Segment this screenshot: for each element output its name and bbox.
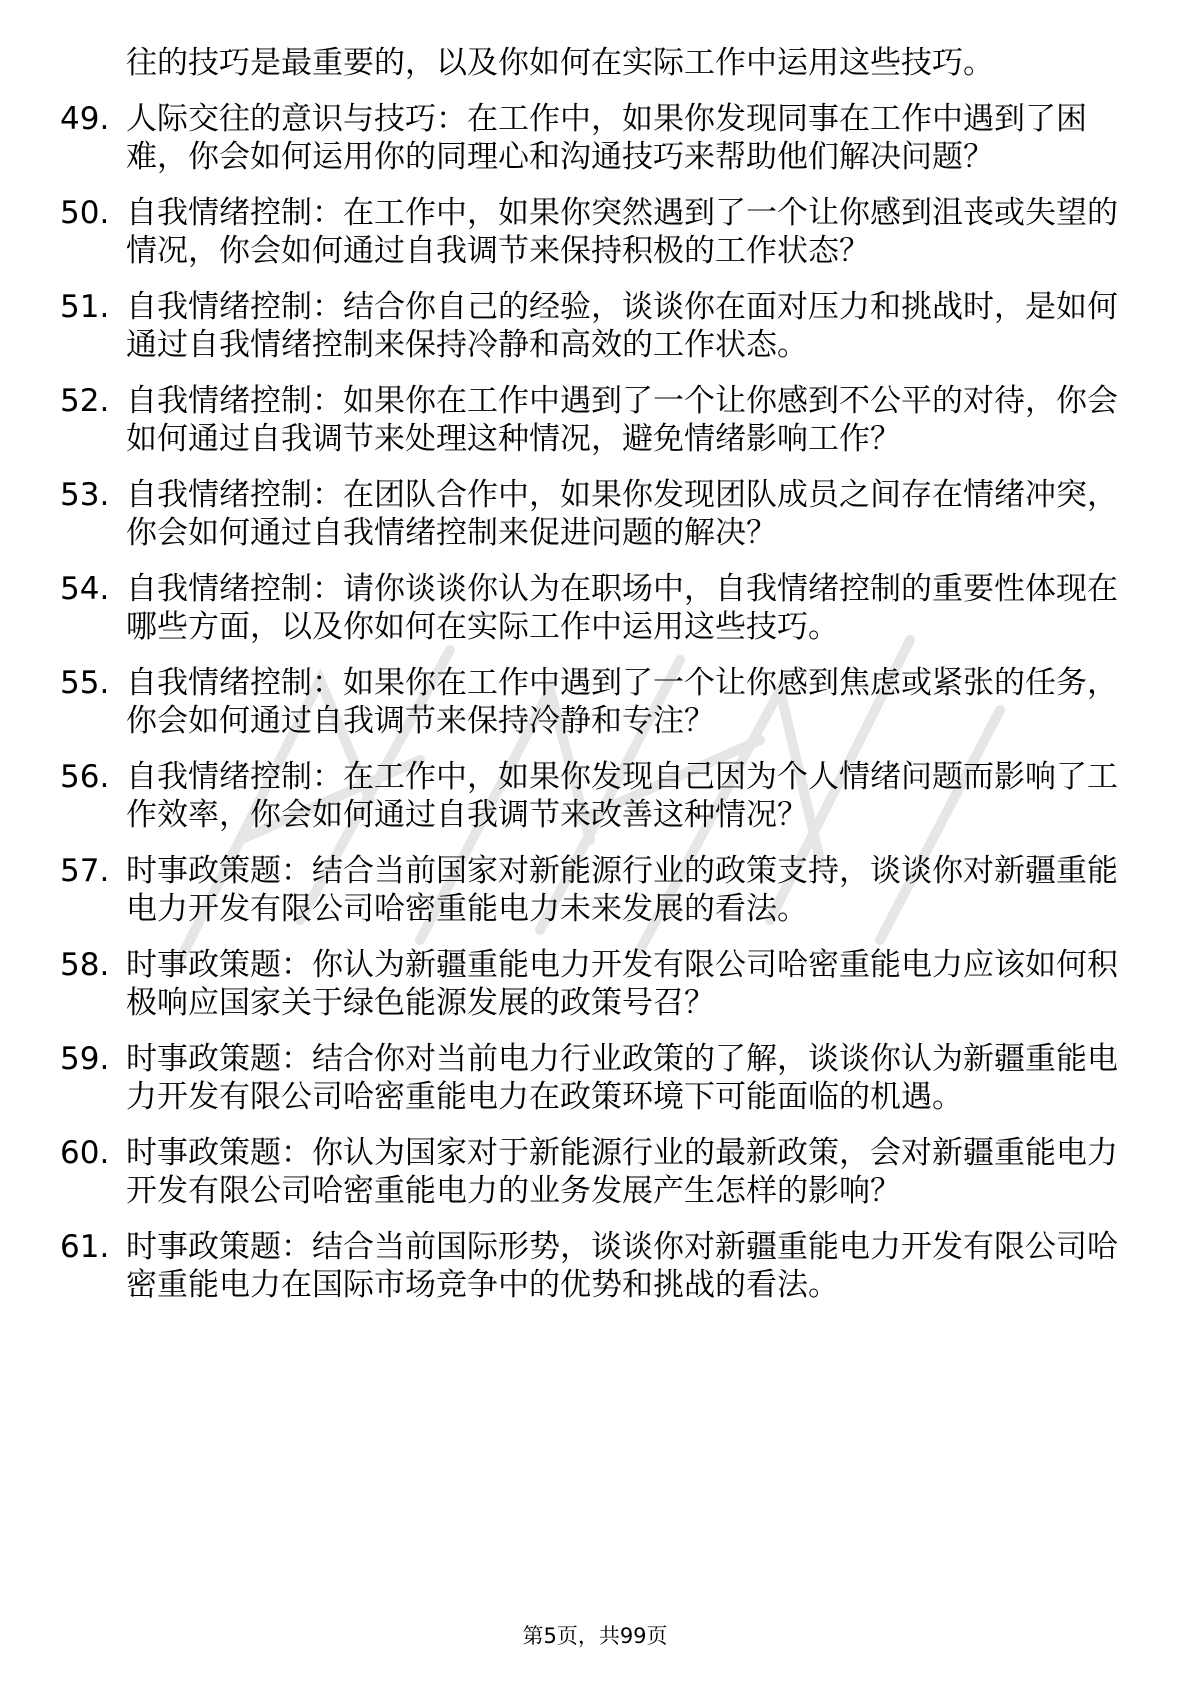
item-number: 51. <box>60 289 110 325</box>
item-number: 52. <box>60 383 110 419</box>
item-text: 人际交往的意识与技巧：在工作中，如果你发现同事在工作中遇到了困难，你会如何运用你的同理心和沟通技巧来帮助他们解决问题？ <box>126 101 1087 175</box>
item-number: 61. <box>60 1229 110 1265</box>
item-text: 自我情绪控制：请你谈谈你认为在职场中，自我情绪控制的重要性体现在哪些方面，以及你如何在实际工作中运用这些技巧。 <box>126 571 1118 645</box>
item-text: 自我情绪控制：在团队合作中，如果你发现团队成员之间存在情绪冲突，你会如何通过自我情绪控制来促进问题的解决？ <box>126 477 1118 551</box>
item-text: 自我情绪控制：在工作中，如果你突然遇到了一个让你感到沮丧或失望的情况，你会如何通过自我调节来保持积极的工作状态？ <box>126 195 1118 269</box>
item-text: 时事政策题：结合当前国际形势，谈谈你对新疆重能电力开发有限公司哈密重能电力在国际市场竞争中的优势和挑战的看法。 <box>126 1229 1118 1303</box>
item-text: 自我情绪控制：结合你自己的经验，谈谈你在面对压力和挑战时，是如何通过自我情绪控制来保持冷静和高效的工作状态。 <box>126 289 1118 363</box>
item-number: 50. <box>60 195 110 231</box>
item-number: 55. <box>60 665 110 701</box>
list-item <box>60 476 1120 552</box>
item-number: 53. <box>60 477 110 513</box>
item-number: 49. <box>60 101 110 137</box>
item-text: 自我情绪控制：在工作中，如果你发现自己因为个人情绪问题而影响了工作效率，你会如何通过自我调节来改善这种情况？ <box>126 759 1118 833</box>
list-item <box>60 288 1120 364</box>
item-text: 时事政策题：结合你对当前电力行业政策的了解，谈谈你认为新疆重能电力开发有限公司哈密重能电力在政策环境下可能面临的机遇。 <box>126 1041 1118 1115</box>
list-item <box>60 758 1120 834</box>
list-item <box>60 1134 1120 1210</box>
page-number: 第5页，共99页 <box>522 1624 668 1648</box>
continued-text: 往的技巧是最重要的，以及你如何在实际工作中运用这些技巧。 <box>126 45 994 81</box>
item-number: 59. <box>60 1041 110 1077</box>
list-item <box>60 194 1120 270</box>
item-number: 54. <box>60 571 110 607</box>
item-number: 58. <box>60 947 110 983</box>
list-item <box>60 570 1120 646</box>
item-number: 60. <box>60 1135 110 1171</box>
list-item <box>60 664 1120 740</box>
list-item <box>60 852 1120 928</box>
question-list <box>60 44 1120 1322</box>
item-number: 56. <box>60 759 110 795</box>
item-text: 时事政策题：结合当前国家对新能源行业的政策支持，谈谈你对新疆重能电力开发有限公司哈密重能电力未来发展的看法。 <box>126 853 1118 927</box>
list-item <box>60 382 1120 458</box>
list-item <box>60 1040 1120 1116</box>
item-text: 时事政策题：你认为国家对于新能源行业的最新政策，会对新疆重能电力开发有限公司哈密重能电力的业务发展产生怎样的影响？ <box>126 1135 1118 1209</box>
list-item <box>60 100 1120 176</box>
item-text: 时事政策题：你认为新疆重能电力开发有限公司哈密重能电力应该如何积极响应国家关于绿色能源发展的政策号召？ <box>126 947 1118 1021</box>
list-item <box>60 1228 1120 1304</box>
list-item <box>60 946 1120 1022</box>
item-text: 自我情绪控制：如果你在工作中遇到了一个让你感到焦虑或紧张的任务，你会如何通过自我调节来保持冷静和专注？ <box>126 665 1118 739</box>
item-text: 自我情绪控制：如果你在工作中遇到了一个让你感到不公平的对待，你会如何通过自我调节来处理这种情况，避免情绪影响工作？ <box>126 383 1118 457</box>
item-number: 57. <box>60 853 110 889</box>
